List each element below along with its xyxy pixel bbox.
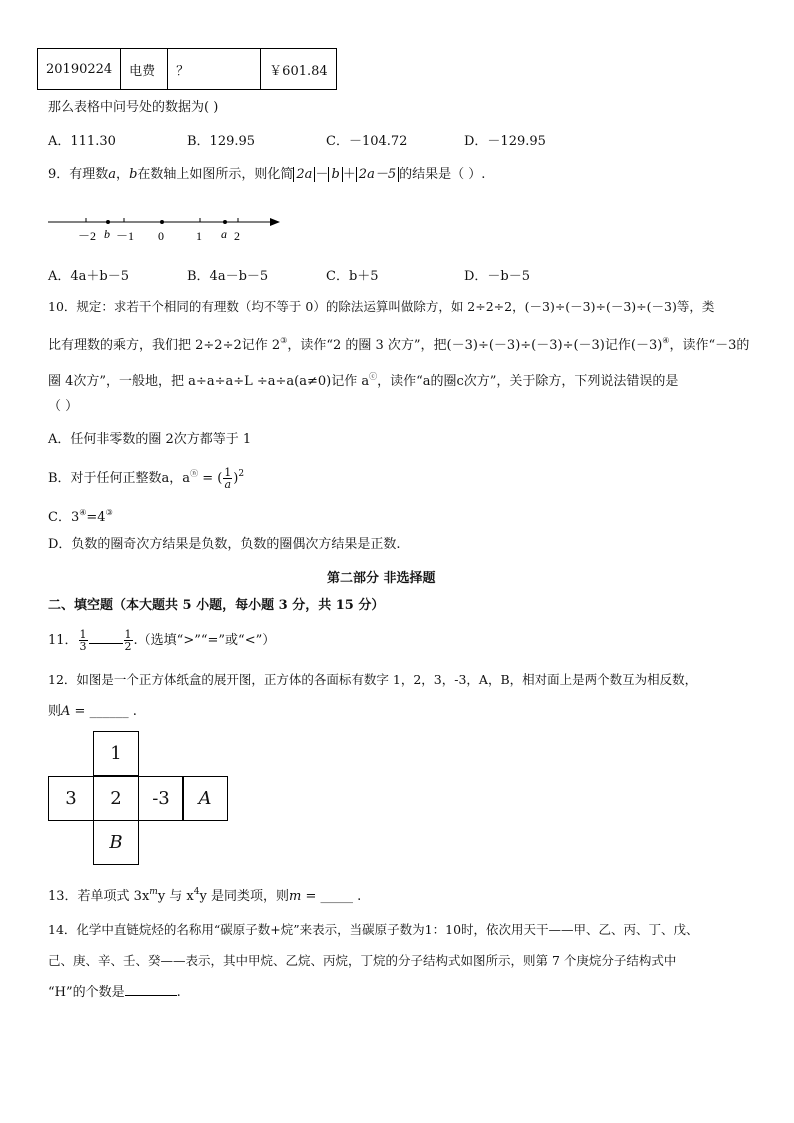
- q10-optc-pre: C．3: [48, 510, 80, 525]
- net-cell-top: 1: [93, 731, 139, 776]
- q10-line1: 10．规定：求若干个相同的有理数（均不等于 0）的除法运算叫做除方，如 2÷2÷2，(－3)÷(－3)÷(－3)÷(－3)等，类: [48, 299, 715, 314]
- q9-expr-plus: ＋: [342, 167, 356, 182]
- table-row: [38, 49, 337, 90]
- q10-line2-c: ，读作“－3的: [669, 338, 750, 353]
- q12-line2-pre: 则: [48, 704, 62, 719]
- q11-n2: 1: [124, 628, 132, 641]
- q13-var-m: m: [289, 889, 302, 904]
- q9-expr-abs-b: b: [328, 167, 342, 182]
- q10-line2: [48, 332, 749, 355]
- table-cell-amount: ？: [168, 49, 261, 90]
- point-0: [160, 220, 164, 224]
- q11-suffix: .（选填“>”“=”或“<”）: [133, 633, 276, 648]
- part2-title: 第二部分 非选择题: [327, 571, 436, 586]
- q9-expr-abs-2a: 2a: [293, 167, 315, 182]
- q10-circ3: ③: [280, 336, 288, 345]
- data-table: [37, 48, 337, 90]
- section2-title: 二、填空题（本大题共 5 小题，每小题 3 分，共 15 分）: [48, 598, 385, 613]
- net-cell-left: 3: [48, 776, 94, 821]
- q12-line2: [48, 703, 137, 721]
- q10-line2-a: 比有理数的乘方，我们把 2÷2÷2记作 2: [48, 338, 281, 353]
- label-b: b: [104, 227, 110, 241]
- q13-exp-4: 4: [193, 887, 200, 897]
- number-line: [48, 210, 288, 250]
- q9-expr-abs-2a-5: 2a－5: [356, 167, 399, 182]
- q10-line3-a: 圈 4次方”，一般地，把 a÷a÷a÷L ÷a÷a(a≠0)记作 a: [48, 374, 370, 389]
- q11-stem: [48, 628, 275, 654]
- q11-prefix: 11．: [48, 633, 78, 648]
- net-cell-right1: -3: [138, 776, 184, 821]
- net-cell-bottom: B: [93, 820, 139, 865]
- q10-optc-mid: =4: [86, 510, 106, 525]
- q11-n1: 1: [79, 628, 87, 641]
- point-a: [223, 220, 227, 224]
- q8-option-b: B．129.95: [187, 134, 256, 149]
- q10-line3: [48, 368, 678, 391]
- q8-stem: 那么表格中问号处的数据为( ): [48, 100, 219, 115]
- label-2: 2: [234, 229, 240, 243]
- q10-optb-den: a: [224, 478, 232, 491]
- q11-d1: 3: [79, 640, 87, 653]
- q10-line2-b: ，读作“2 的圈 3 次方”，把(－3)÷(－3)÷(－3)÷(－3)记作(－3): [287, 338, 663, 353]
- q14-line2: 己、庚、辛、壬、癸——表示，其中甲烷、乙烷、丙烷，丁烷的分子结构式如图所示，则第 7 个庚烷分子结构式中: [48, 953, 677, 968]
- q12-var-a: A: [61, 704, 71, 719]
- q11-blank[interactable]: [89, 643, 123, 644]
- q14-line3-pre: “H”的个数是: [48, 985, 125, 1000]
- table-cell-date: 20190224: [38, 49, 121, 90]
- q13-prefix: 13．若单项式 3x: [48, 889, 150, 904]
- q10-optb-post: ): [233, 471, 239, 486]
- label-neg2: －2: [78, 229, 97, 243]
- label-1: 1: [196, 229, 202, 243]
- q8-option-d: D．－129.95: [464, 134, 546, 149]
- q9-option-b: B．4a－b－5: [187, 269, 269, 284]
- point-b: [106, 220, 110, 224]
- q9-expr-minus: －: [315, 167, 329, 182]
- q9-sep: ，: [116, 167, 130, 182]
- net-cell-right2: A: [182, 776, 228, 821]
- q10-option-a: A．任何非零数的圈 2次方都等于 1: [48, 432, 252, 447]
- q13-mid2: y 是同类项，则: [199, 889, 289, 904]
- q12-line2-post: = ______ .: [70, 704, 137, 719]
- q13-exp-m: m: [149, 887, 158, 897]
- q12-line1: 12．如图是一个正方体纸盒的展开图，正方体的各面标有数字 1，2，3，-3，A，B，相对面上是两个数互为相反数，: [48, 672, 698, 687]
- q14-line1: 14．化学中直链烷烃的名称用“碳原子数+烷”来表示，当碳原子数为1：10时，依次用天干——甲、乙、丙、丁、戊、: [48, 922, 699, 937]
- q9-prefix: 9．有理数: [48, 167, 109, 182]
- q10-line3-b: ，读作“a的圈c次方”，关于除方，下列说法错误的是: [377, 374, 679, 389]
- q10-option-c: [48, 504, 113, 527]
- q9-mid: 在数轴上如图所示，则化简: [137, 167, 294, 182]
- number-line-arrow: [270, 218, 280, 226]
- label-a: a: [221, 227, 227, 241]
- q10-optc-circ2: ③: [105, 508, 113, 517]
- q9-stem: [48, 166, 485, 184]
- q14-line3: [48, 984, 181, 1002]
- q13-mid1: y 与 x: [157, 889, 194, 904]
- q14-line3-post: .: [176, 985, 181, 1000]
- q10-option-b: [48, 462, 244, 491]
- q8-option-c: C．－104.72: [326, 134, 408, 149]
- q9-suffix: 的结果是（ ）.: [399, 167, 486, 182]
- q11-frac1: [79, 629, 88, 652]
- q10-optb-pre: B．对于任何正整数a，a: [48, 471, 191, 486]
- q11-frac2: [124, 629, 133, 652]
- q10-line4: （ ）: [48, 399, 79, 414]
- q9-option-a: A．4a＋b－5: [48, 269, 130, 284]
- q10-option-d: D．负数的圈奇次方结果是负数，负数的圈偶次方结果是正数.: [48, 537, 401, 552]
- q9-option-d: D．－b－5: [464, 269, 531, 284]
- net-cell-center: 2: [93, 776, 139, 821]
- q10-optb-eq: = (: [198, 471, 223, 486]
- q13-suffix: = _____ .: [301, 889, 362, 904]
- q11-d2: 2: [124, 640, 132, 653]
- q9-var-b: b: [129, 167, 138, 182]
- q9-var-a: a: [108, 167, 117, 182]
- table-cell-item: 电费: [121, 49, 168, 90]
- q8-option-a: A．111.30: [48, 134, 116, 149]
- q10-optb-circ: ⓝ: [190, 469, 199, 478]
- q10-circ4: ④: [662, 336, 670, 345]
- q14-blank[interactable]: [125, 995, 177, 996]
- q13-stem: [48, 883, 361, 906]
- q9-option-c: C．b＋5: [326, 269, 379, 284]
- q10-optb-frac: [223, 467, 232, 490]
- q10-circc: ⓒ: [369, 372, 378, 381]
- q10-optc-circ1: ④: [79, 508, 87, 517]
- q10-optb-num: 1: [224, 466, 232, 479]
- q10-optb-pow: 2: [238, 469, 245, 479]
- table-cell-balance: ￥601.84: [261, 49, 337, 90]
- label-0: 0: [158, 229, 164, 243]
- label-neg1: －1: [116, 229, 135, 243]
